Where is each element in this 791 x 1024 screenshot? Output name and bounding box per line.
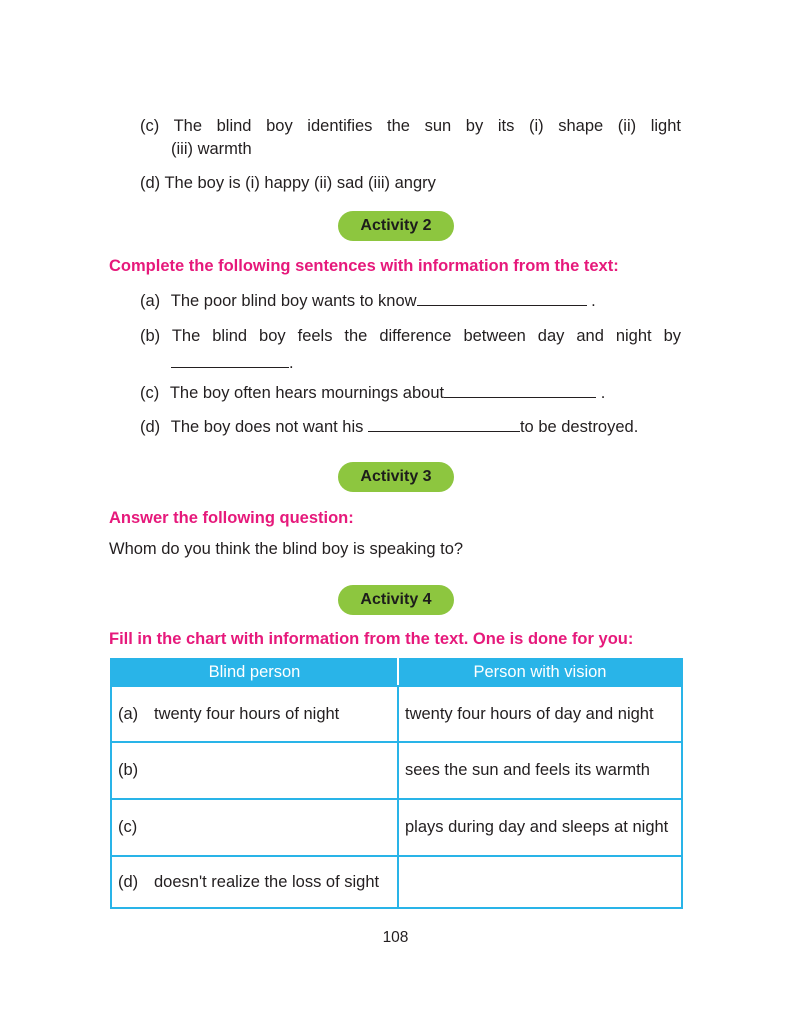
item-marker: (d) bbox=[140, 418, 161, 436]
activity-2-item-a bbox=[140, 290, 596, 313]
mcq-item-c bbox=[140, 115, 681, 161]
item-text: The boy often hears mournings about bbox=[169, 384, 445, 402]
item-text: The poor blind boy wants to know bbox=[170, 292, 417, 310]
activity-2-item-b bbox=[140, 325, 681, 375]
activity-2-item-d bbox=[140, 416, 638, 439]
blind-text: twenty four hours of night bbox=[154, 704, 340, 723]
comparison-chart bbox=[110, 658, 683, 909]
header-person-with-vision: Person with vision bbox=[398, 659, 682, 686]
item-marker: (c) bbox=[140, 384, 160, 402]
answer-blank[interactable] bbox=[417, 290, 587, 306]
activity-2-badge: Activity 2 bbox=[338, 211, 454, 241]
activity-3-instruction: Answer the following question: bbox=[109, 509, 354, 527]
activity-2-instruction: Complete the following sentences with information from the text: bbox=[109, 257, 619, 275]
item-marker: (a) bbox=[140, 292, 161, 310]
answer-blank[interactable] bbox=[444, 382, 596, 398]
table-row bbox=[111, 686, 682, 742]
vision-cell[interactable] bbox=[398, 742, 682, 799]
blind-cell[interactable] bbox=[111, 856, 398, 908]
table-row bbox=[111, 742, 682, 799]
mcq-item-d bbox=[140, 172, 436, 195]
blind-cell[interactable] bbox=[111, 799, 398, 856]
vision-cell[interactable] bbox=[398, 799, 682, 856]
vision-text: sees the sun and feels its warmth bbox=[405, 761, 650, 779]
page-number: 108 bbox=[382, 929, 409, 946]
blind-cell[interactable] bbox=[111, 742, 398, 799]
activity-2-item-c bbox=[140, 382, 605, 405]
row-marker: (a) bbox=[118, 704, 139, 723]
item-text: The blind boy feels the difference between day and night by bbox=[171, 327, 681, 345]
vision-cell[interactable] bbox=[398, 856, 682, 908]
answer-blank[interactable] bbox=[368, 416, 520, 432]
item-end: . bbox=[586, 292, 596, 310]
item-text: The boy does not want his bbox=[170, 418, 368, 436]
table-row bbox=[111, 799, 682, 856]
item-marker: (b) bbox=[140, 327, 161, 345]
activity-4-instruction: Fill in the chart with information from the text. One is done for you: bbox=[109, 630, 634, 648]
chart-header-row bbox=[111, 659, 682, 686]
row-marker: (d) bbox=[118, 872, 139, 891]
item-end: to be destroyed. bbox=[519, 418, 639, 436]
activity-3-badge: Activity 3 bbox=[338, 462, 454, 492]
mcq-c-marker: (c) bbox=[140, 117, 160, 135]
mcq-c-text: The blind boy identifies the sun by its (i) shape (ii) light bbox=[173, 117, 681, 135]
item-end: . bbox=[596, 384, 606, 402]
vision-text: twenty four hours of day and night bbox=[405, 704, 654, 723]
vision-cell[interactable] bbox=[398, 686, 682, 742]
activity-4-badge: Activity 4 bbox=[338, 585, 454, 615]
item-end: . bbox=[289, 354, 294, 372]
activity-3-question: Whom do you think the blind boy is speaking to? bbox=[109, 540, 464, 558]
answer-blank[interactable] bbox=[171, 352, 289, 368]
vision-text: plays during day and sleeps at night bbox=[405, 818, 669, 836]
row-marker: (b) bbox=[118, 761, 139, 779]
mcq-d-text: The boy is (i) happy (ii) sad (iii) angry bbox=[164, 174, 436, 192]
mcq-c-options-line2: (iii) warmth bbox=[171, 140, 252, 158]
blind-text: doesn't realize the loss of sight bbox=[154, 872, 380, 891]
mcq-d-marker: (d) bbox=[140, 174, 161, 192]
blind-cell[interactable] bbox=[111, 686, 398, 742]
row-marker: (c) bbox=[118, 818, 138, 836]
table-row bbox=[111, 856, 682, 908]
header-blind-person: Blind person bbox=[111, 659, 398, 686]
